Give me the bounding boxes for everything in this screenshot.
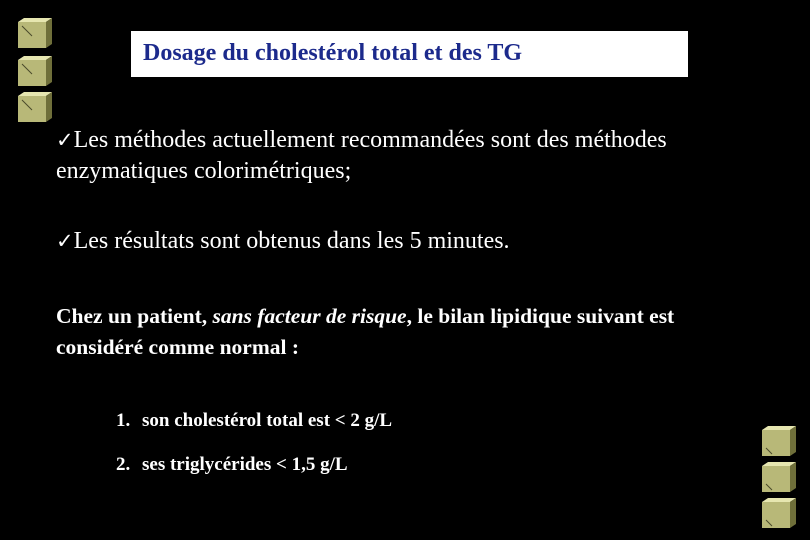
paragraph-italic-text: sans facteur de risque <box>212 304 407 328</box>
list-item <box>116 454 348 476</box>
list-number: 2. <box>116 454 131 475</box>
bullet-item <box>56 226 756 257</box>
bullet-item <box>56 125 756 187</box>
checkmark-icon: ✓ <box>56 229 74 253</box>
list-number: 1. <box>116 410 131 431</box>
paragraph-text-end: , le bilan lipidique suivant est considéré comme normal : <box>56 304 675 359</box>
title-box <box>131 31 688 77</box>
cube-icon <box>762 462 796 492</box>
cube-icon <box>18 56 52 86</box>
slide-title: Dosage du cholestérol total et des TG <box>143 40 523 66</box>
cube-icon <box>762 426 796 456</box>
cube-icon <box>18 18 52 48</box>
bullet-text: Les méthodes actuellement recommandées sont des méthodes enzymatiques colorimétriques; <box>56 127 667 184</box>
list-item <box>116 410 392 432</box>
list-text: ses triglycérides < 1,5 g/L <box>142 454 348 475</box>
bullet-text: Les résultats sont obtenus dans les 5 minutes. <box>73 228 510 254</box>
paragraph-text-start: Chez un patient, <box>56 304 213 328</box>
cube-icon <box>762 498 796 528</box>
checkmark-icon: ✓ <box>56 128 74 152</box>
normal-lipid-paragraph <box>56 301 756 363</box>
cube-icon <box>18 92 52 122</box>
list-text: son cholestérol total est < 2 g/L <box>142 410 393 431</box>
